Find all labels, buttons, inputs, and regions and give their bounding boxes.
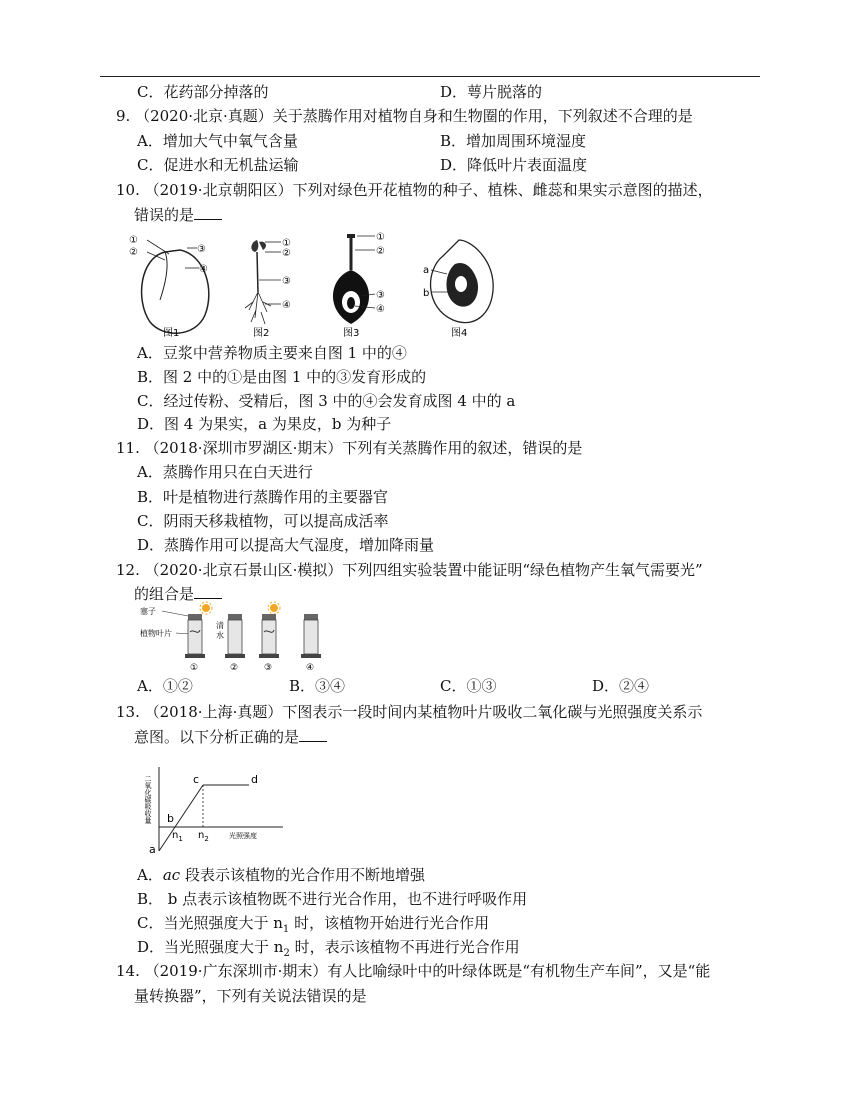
- q12-option-d: D．②④: [592, 677, 650, 695]
- fig1-marker-3: ③: [197, 244, 206, 255]
- q9-option-b: B．增加周围环境湿度: [440, 132, 587, 150]
- q9-option-d: D．降低叶片表面温度: [440, 156, 588, 174]
- q11-option-b: B．叶是植物进行蒸腾作用的主要器官: [137, 488, 389, 506]
- q10-option-d: D．图 4 为果实，a 为果皮，b 为种子: [137, 415, 392, 433]
- q12-apparatus-figure: [140, 602, 360, 672]
- tube-4: [301, 614, 321, 658]
- fig1-marker-2: ②: [129, 247, 138, 258]
- q10-option-b: B．图 2 中的①是由图 1 中的③发育形成的: [137, 368, 427, 386]
- fig2-label: 图2: [253, 328, 270, 339]
- q11-stem: 11. （2018·深圳市罗湖区·期末）下列有关蒸腾作用的叙述，错误的是: [116, 439, 583, 457]
- point-c: c: [193, 773, 200, 786]
- label-leaf: 植物叶片: [140, 629, 172, 638]
- q13-option-b: B． b 点表示该植物既不进行光合作用，也不进行呼吸作用: [137, 890, 528, 908]
- q14-stem-1: 14. （2019·广东深圳市·期末）有人比喻绿叶中的叶绿体既是“有机物生产车间”，又是“能: [116, 962, 711, 980]
- q9-stem: 9. （2020·北京·真题）关于蒸腾作用对植物自身和生物圈的作用，下列叙述不合理的是: [116, 107, 693, 125]
- tube-number-2: ②: [230, 663, 239, 673]
- label-water-1: 清: [216, 621, 224, 630]
- q9-option-a: A．增加大气中氧气含量: [137, 132, 298, 150]
- label-water-2: 水: [216, 631, 224, 640]
- tube-3: [259, 614, 279, 658]
- fig1-marker-4: ④: [199, 264, 208, 275]
- q13-option-c: C．当光照强度大于 $n_1$ 时，该植物开始进行光合作用: [137, 914, 490, 935]
- graph-ylabel: 二氧化碳吸收量: [144, 775, 152, 824]
- fig2-seedling: [245, 238, 291, 339]
- point-a: a: [149, 843, 156, 856]
- q11-option-a: A．蒸腾作用只在白天进行: [137, 463, 313, 481]
- q10-stem-2: 错误的是: [134, 205, 222, 225]
- point-d: d: [251, 773, 258, 786]
- sun-icon: [268, 602, 280, 614]
- q10-option-c: C．经过传粉、受精后，图 3 中的④会发育成图 4 中的 a: [137, 392, 516, 410]
- sun-icon: [200, 602, 212, 614]
- fig2-marker-4: ④: [282, 300, 291, 311]
- q11-option-d: D．蒸腾作用可以提高大气湿度，增加降雨量: [137, 536, 435, 554]
- tube-2: [225, 614, 245, 658]
- point-b: b: [167, 812, 174, 825]
- prev-option-d: D．萼片脱落的: [440, 83, 543, 101]
- point-n2: $n_2$: [198, 830, 209, 843]
- label-plug: 塞子: [140, 607, 156, 616]
- q12-stem-1: 12. （2020·北京石景山区·模拟）下列四组实验装置中能证明“绿色植物产生氧气需要光”: [116, 561, 703, 579]
- graph-xlabel: 光照强度: [229, 832, 257, 840]
- q12-option-a: A．①②: [137, 677, 193, 695]
- q12-stem-2: 的组合是: [134, 584, 222, 604]
- fig3-marker-4: ④: [376, 304, 385, 315]
- tube-number-3: ③: [264, 663, 273, 673]
- fig4-fruit: [423, 240, 493, 339]
- q13-option-d: D．当光照强度大于 $n_2$ 时，表示该植物不再进行光合作用: [137, 938, 520, 959]
- fig4-label: 图4: [451, 328, 468, 339]
- q13-stem-2: 意图。以下分析正确的是: [134, 727, 327, 747]
- fig2-marker-3: ③: [282, 276, 291, 287]
- fig3-pistil: [333, 232, 385, 339]
- q11-option-c: C．阴雨天移栽植物，可以提高成活率: [137, 512, 389, 530]
- header-rule: [100, 76, 760, 77]
- fig2-marker-2: ②: [282, 248, 291, 259]
- fig3-label: 图3: [343, 328, 360, 339]
- q10-stem-1: 10. （2019·北京朝阳区）下列对绿色开花植物的种子、植株、雌蕊和果实示意图的描述，: [116, 181, 713, 199]
- fig1-marker-1: ①: [129, 235, 138, 246]
- q9-option-c: C．促进水和无机盐运输: [137, 156, 299, 174]
- fig3-marker-3: ③: [376, 290, 385, 301]
- fig4-marker-a: a: [423, 265, 430, 276]
- q13-stem-1: 13. （2018·上海·真题）下图表示一段时间内某植物叶片吸收二氧化碳与光照强度关系示: [116, 703, 703, 721]
- tube-1: [185, 614, 205, 658]
- q12-option-c: C．①③: [440, 677, 497, 695]
- tube-number-1: ①: [190, 663, 199, 673]
- tube-number-4: ④: [306, 663, 315, 673]
- q14-stem-2: 量转换器”，下列有关说法错误的是: [134, 987, 367, 1005]
- fig3-marker-1: ①: [376, 232, 385, 243]
- q10-figures: [125, 230, 545, 340]
- point-n1: $n_1$: [172, 830, 183, 843]
- prev-option-c: C．花药部分掉落的: [137, 83, 269, 101]
- q13-co2-light-graph: [143, 765, 293, 855]
- fig3-marker-2: ②: [376, 246, 385, 257]
- q10-option-a: A．豆浆中营养物质主要来自图 1 中的④: [137, 344, 407, 362]
- fig1-label: 图1: [163, 328, 180, 339]
- q12-option-b: B．③④: [289, 677, 346, 695]
- fig4-marker-b: b: [423, 288, 430, 299]
- q13-option-a: A．ac 段表示该植物的光合作用不断地增强: [137, 866, 425, 884]
- fig2-marker-1: ①: [282, 238, 291, 249]
- fig1-seed: [129, 235, 209, 339]
